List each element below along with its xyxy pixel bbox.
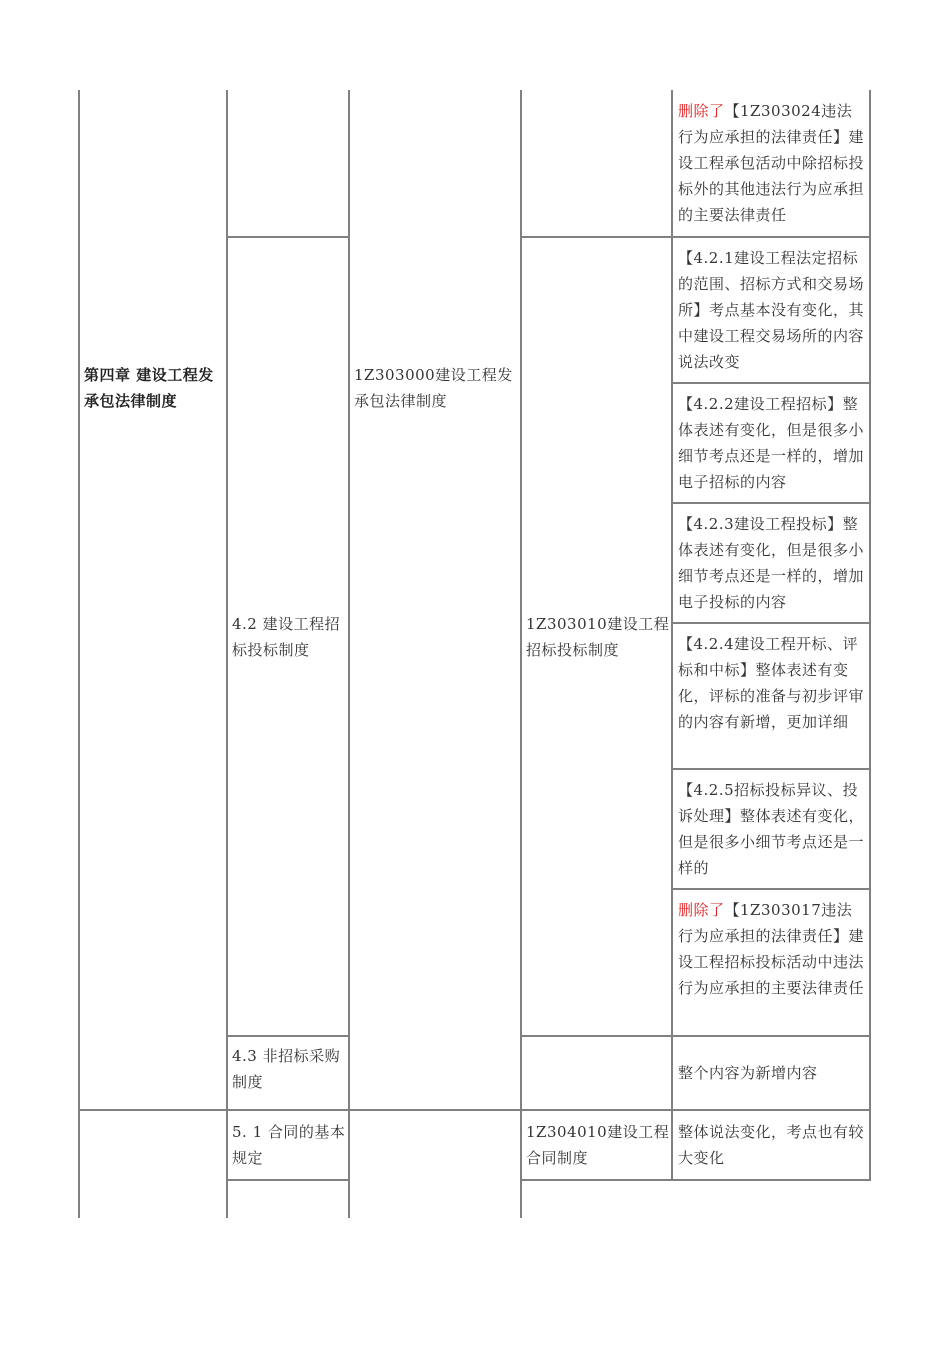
column-divider (226, 90, 228, 1218)
column-divider (348, 90, 350, 1218)
row-divider (671, 502, 871, 504)
note-4-2-5: 【4.2.5招标投标异议、投诉处理】整体表述有变化，但是很多小细节考点还是一样的 (678, 781, 864, 877)
deleted-label: 删除了 (678, 102, 725, 120)
row-divider (226, 236, 350, 238)
chapter-title: 第四章 建设工程发承包法律制度 (84, 366, 214, 410)
row-divider (671, 888, 871, 890)
section-4-2-code: 1Z303010建设工程招标投标制度 (526, 615, 670, 659)
note-4-2-2: 【4.2.2建设工程招标】整体表述有变化，但是很多小细节考点还是一样的，增加电子招标的内容 (678, 395, 864, 491)
row-divider (78, 1109, 871, 1111)
row-divider (671, 382, 871, 384)
row-divider (671, 768, 871, 770)
section-4-3-title: 4.3 非招标采购制度 (232, 1047, 341, 1091)
section-5-1-code: 1Z304010建设工程合同制度 (526, 1123, 670, 1167)
section-5-1-title: 5. 1 合同的基本规定 (232, 1123, 346, 1167)
deleted-note (678, 98, 864, 228)
section-5-1-note: 整体说法变化，考点也有较大变化 (678, 1123, 864, 1167)
note-4-2-3: 【4.2.3建设工程投标】整体表述有变化，但是很多小细节考点还是一样的，增加电子投标的内容 (678, 515, 864, 611)
column-divider (520, 90, 522, 1218)
deleted-text: 【1Z303024违法行为应承担的法律责任】建设工程承包活动中除招标投标外的其他违法行为应承担的主要法律责任 (678, 102, 864, 224)
row-divider (226, 1035, 350, 1037)
deleted-label: 删除了 (678, 901, 725, 919)
column-divider (671, 90, 673, 1181)
table-border-right (869, 90, 871, 1181)
row-divider (671, 622, 871, 624)
row-divider (520, 1179, 871, 1181)
row-divider (520, 236, 871, 238)
table-border-left (78, 90, 80, 1218)
section-4-2-title: 4.2 建设工程招标投标制度 (232, 615, 341, 659)
deleted-text: 【1Z303017违法行为应承担的法律责任】建设工程招标投标活动中违法行为应承担的主要法律责任 (678, 901, 864, 997)
note-4-2-1: 【4.2.1建设工程法定招标的范围、招标方式和交易场所】考点基本没有变化，其中建设工程交易场所的内容说法改变 (678, 249, 864, 371)
row-divider (226, 1179, 350, 1181)
chapter-code: 1Z303000建设工程发承包法律制度 (354, 366, 513, 410)
deleted-note (678, 897, 864, 1001)
note-4-2-4: 【4.2.4建设工程开标、评标和中标】整体表述有变化，评标的准备与初步评审的内容有新增，更加详细 (678, 635, 864, 731)
section-4-3-note: 整个内容为新增内容 (678, 1064, 818, 1082)
